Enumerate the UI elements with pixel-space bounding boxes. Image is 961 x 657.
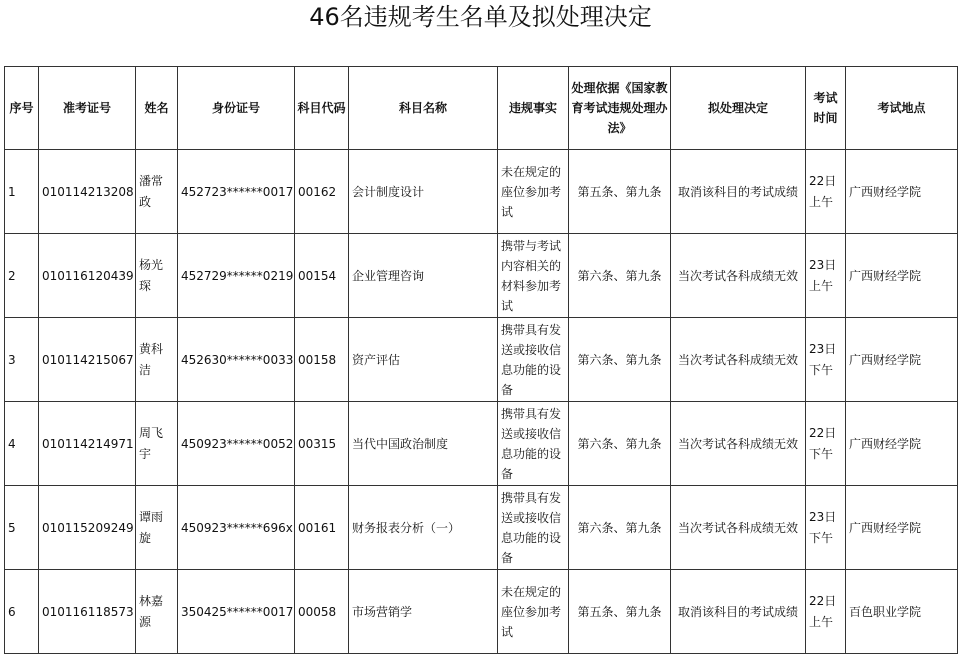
cell-ticket: 010114213208	[39, 150, 136, 234]
cell-decision: 当次考试各科成绩无效	[671, 486, 806, 570]
header-code: 科目代码	[295, 67, 349, 150]
cell-decision: 当次考试各科成绩无效	[671, 402, 806, 486]
cell-subject: 企业管理咨询	[349, 234, 498, 318]
cell-time: 22日上午	[806, 150, 846, 234]
header-place: 考试地点	[846, 67, 958, 150]
cell-seq: 5	[5, 486, 39, 570]
cell-subject: 市场营销学	[349, 570, 498, 654]
cell-name: 周飞宇	[136, 402, 178, 486]
cell-decision: 取消该科目的考试成绩	[671, 150, 806, 234]
table-row	[5, 318, 958, 402]
cell-seq: 6	[5, 570, 39, 654]
cell-ticket: 010115209249	[39, 486, 136, 570]
cell-time: 23日下午	[806, 486, 846, 570]
cell-place: 广西财经学院	[846, 234, 958, 318]
cell-name: 杨光琛	[136, 234, 178, 318]
violation-table	[4, 66, 958, 654]
table-row	[5, 150, 958, 234]
cell-name: 谭雨旋	[136, 486, 178, 570]
cell-subject: 资产评估	[349, 318, 498, 402]
header-basis: 处理依据《国家教育考试违规处理办法》	[569, 67, 671, 150]
header-fact: 违规事实	[498, 67, 569, 150]
cell-basis: 第六条、第九条	[569, 234, 671, 318]
cell-ticket: 010116118573	[39, 570, 136, 654]
header-time: 考试时间	[806, 67, 846, 150]
cell-basis: 第六条、第九条	[569, 486, 671, 570]
cell-fact: 携带与考试内容相关的材料参加考试	[498, 234, 569, 318]
cell-seq: 2	[5, 234, 39, 318]
page-title: 46名违规考生名单及拟处理决定	[309, 3, 652, 31]
cell-ticket: 010116120439	[39, 234, 136, 318]
cell-time: 23日下午	[806, 318, 846, 402]
cell-decision: 取消该科目的考试成绩	[671, 570, 806, 654]
cell-time: 22日上午	[806, 570, 846, 654]
cell-seq: 3	[5, 318, 39, 402]
cell-ticket: 010114215067	[39, 318, 136, 402]
cell-id: 350425******0017	[178, 570, 295, 654]
cell-decision: 当次考试各科成绩无效	[671, 234, 806, 318]
cell-fact: 携带具有发送或接收信息功能的设备	[498, 318, 569, 402]
cell-id: 452729******0219	[178, 234, 295, 318]
cell-code: 00154	[295, 234, 349, 318]
cell-basis: 第六条、第九条	[569, 318, 671, 402]
cell-code: 00161	[295, 486, 349, 570]
cell-fact: 未在规定的座位参加考试	[498, 570, 569, 654]
cell-subject: 财务报表分析（一）	[349, 486, 498, 570]
cell-basis: 第五条、第九条	[569, 150, 671, 234]
header-subject: 科目名称	[349, 67, 498, 150]
cell-place: 广西财经学院	[846, 486, 958, 570]
cell-subject: 当代中国政治制度	[349, 402, 498, 486]
cell-seq: 4	[5, 402, 39, 486]
cell-place: 广西财经学院	[846, 318, 958, 402]
cell-basis: 第五条、第九条	[569, 570, 671, 654]
header-seq: 序号	[5, 67, 39, 150]
cell-code: 00158	[295, 318, 349, 402]
cell-place: 百色职业学院	[846, 570, 958, 654]
cell-name: 潘常政	[136, 150, 178, 234]
table-row	[5, 486, 958, 570]
cell-code: 00162	[295, 150, 349, 234]
header-name: 姓名	[136, 67, 178, 150]
cell-code: 00315	[295, 402, 349, 486]
cell-time: 22日下午	[806, 402, 846, 486]
cell-fact: 未在规定的座位参加考试	[498, 150, 569, 234]
cell-fact: 携带具有发送或接收信息功能的设备	[498, 486, 569, 570]
header-id: 身份证号	[178, 67, 295, 150]
cell-decision: 当次考试各科成绩无效	[671, 318, 806, 402]
cell-id: 452723******0017	[178, 150, 295, 234]
cell-name: 林嘉源	[136, 570, 178, 654]
cell-fact: 携带具有发送或接收信息功能的设备	[498, 402, 569, 486]
header-ticket: 准考证号	[39, 67, 136, 150]
cell-id: 450923******696x	[178, 486, 295, 570]
cell-time: 23日上午	[806, 234, 846, 318]
cell-place: 广西财经学院	[846, 150, 958, 234]
table-row	[5, 234, 958, 318]
cell-code: 00058	[295, 570, 349, 654]
table-row	[5, 570, 958, 654]
cell-subject: 会计制度设计	[349, 150, 498, 234]
cell-ticket: 010114214971	[39, 402, 136, 486]
header-decision: 拟处理决定	[671, 67, 806, 150]
cell-place: 广西财经学院	[846, 402, 958, 486]
cell-id: 452630******0033	[178, 318, 295, 402]
table-header-row	[5, 67, 958, 150]
cell-seq: 1	[5, 150, 39, 234]
cell-id: 450923******0052	[178, 402, 295, 486]
table-row	[5, 402, 958, 486]
cell-basis: 第六条、第九条	[569, 402, 671, 486]
cell-name: 黄科洁	[136, 318, 178, 402]
